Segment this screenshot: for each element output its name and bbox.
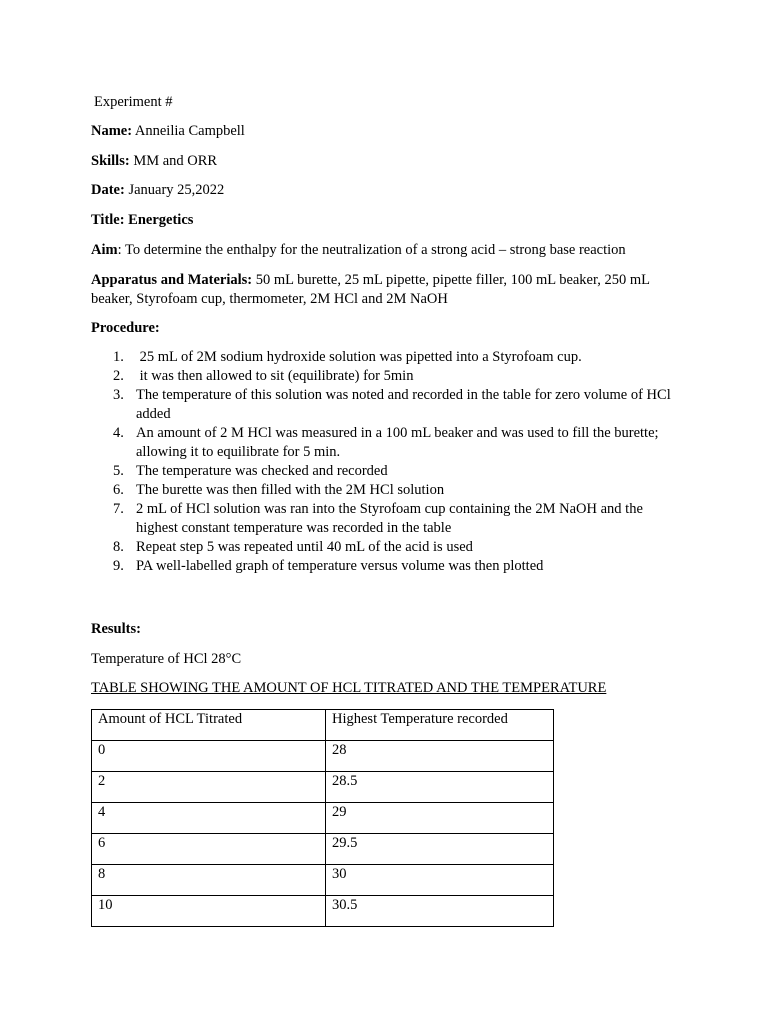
temperature-cell: 29.5 [326,834,554,865]
step-number: 7. [113,501,124,517]
name-line [91,123,245,140]
step-number: 8. [113,539,124,555]
step-number: 4. [113,425,124,441]
step-text: PA well-labelled graph of temperature versus volume was then plotted [136,558,544,574]
step-number: 2. [113,368,124,384]
apparatus-value: 50 mL burette, 25 mL pipette, pipette filler, 100 mL beaker, 250 mL beaker, Styrofoam cup, thermometer, 2M HCl and 2M NaOH [91,272,650,307]
step-text: 25 mL of 2M sodium hydroxide solution was pipetted into a Styrofoam cup. [136,349,582,365]
step-number: 9. [113,558,124,574]
procedure-step [91,462,681,481]
procedure-step [91,386,681,424]
procedure-step [91,481,681,500]
table-caption [91,680,606,697]
step-text: Repeat step 5 was repeated until 40 mL of the acid is used [136,539,473,555]
aim-value: : To determine the enthalpy for the neutralization of a strong acid – strong base reaction [117,242,626,258]
results-label: Results: [91,621,141,637]
results-heading [91,621,141,638]
date-label: Date: [91,182,125,198]
aim-label: Aim [91,242,118,258]
step-number: 1. [113,349,124,365]
table-row [92,896,554,927]
procedure-step [91,500,681,538]
name-value: Anneilia Campbell [132,123,245,139]
experiment-label: Experiment # [94,94,173,110]
experiment-line [94,94,173,111]
step-text: The temperature was checked and recorded [136,463,388,479]
title-heading: Title: Energetics [91,212,194,228]
step-number: 5. [113,463,124,479]
temperature-cell: 30.5 [326,896,554,927]
table-row [92,772,554,803]
amount-cell: 10 [92,896,326,927]
name-label: Name: [91,123,133,139]
amount-cell: 8 [92,865,326,896]
procedure-step [91,348,681,367]
amount-cell: 6 [92,834,326,865]
skills-label: Skills: [91,153,130,169]
procedure-step [91,538,681,557]
step-text: The temperature of this solution was noted and recorded in the table for zero volume of HCl added [136,387,671,422]
procedure-label: Procedure: [91,320,160,336]
table-header-row [92,710,554,741]
step-number: 6. [113,482,124,498]
table-row [92,741,554,772]
step-text: The burette was then filled with the 2M HCl solution [136,482,445,498]
step-number: 3. [113,387,124,403]
step-text: 2 mL of HCl solution was ran into the Styrofoam cup containing the 2M NaOH and the highest constant temperature was recorded in the table [136,501,643,536]
procedure-step [91,557,681,576]
temperature-cell: 29 [326,803,554,834]
step-text: An amount of 2 M HCl was measured in a 100 mL beaker and was used to fill the burette; allowing it to equilibrate for 5 min. [136,425,659,460]
procedure-step [91,367,681,386]
temperature-cell: 30 [326,865,554,896]
skills-line [91,153,217,170]
skills-value: MM and ORR [129,153,218,169]
apparatus-paragraph [91,271,686,309]
column-header-amount: Amount of HCL Titrated [92,710,326,741]
procedure-heading [91,320,160,337]
table-row [92,865,554,896]
apparatus-label: Apparatus and Materials: [91,272,253,288]
column-header-temperature: Highest Temperature recorded [326,710,554,741]
table-row [92,834,554,865]
date-value: January 25,2022 [124,182,225,198]
aim-line [91,242,626,259]
date-line [91,182,224,199]
table-row [92,803,554,834]
temperature-cell: 28 [326,741,554,772]
temperature-cell: 28.5 [326,772,554,803]
results-table [91,709,554,927]
table-caption-text: TABLE SHOWING THE AMOUNT OF HCL TITRATED AND THE TEMPERATURE [91,680,607,696]
amount-cell: 4 [92,803,326,834]
amount-cell: 0 [92,741,326,772]
title-line [91,212,193,229]
procedure-list [91,348,681,576]
hcl-temperature-line [91,651,241,668]
hcl-temperature-text: Temperature of HCl 28°C [91,651,242,667]
procedure-step [91,424,681,462]
amount-cell: 2 [92,772,326,803]
step-text: it was then allowed to sit (equilibrate) for 5min [136,368,414,384]
